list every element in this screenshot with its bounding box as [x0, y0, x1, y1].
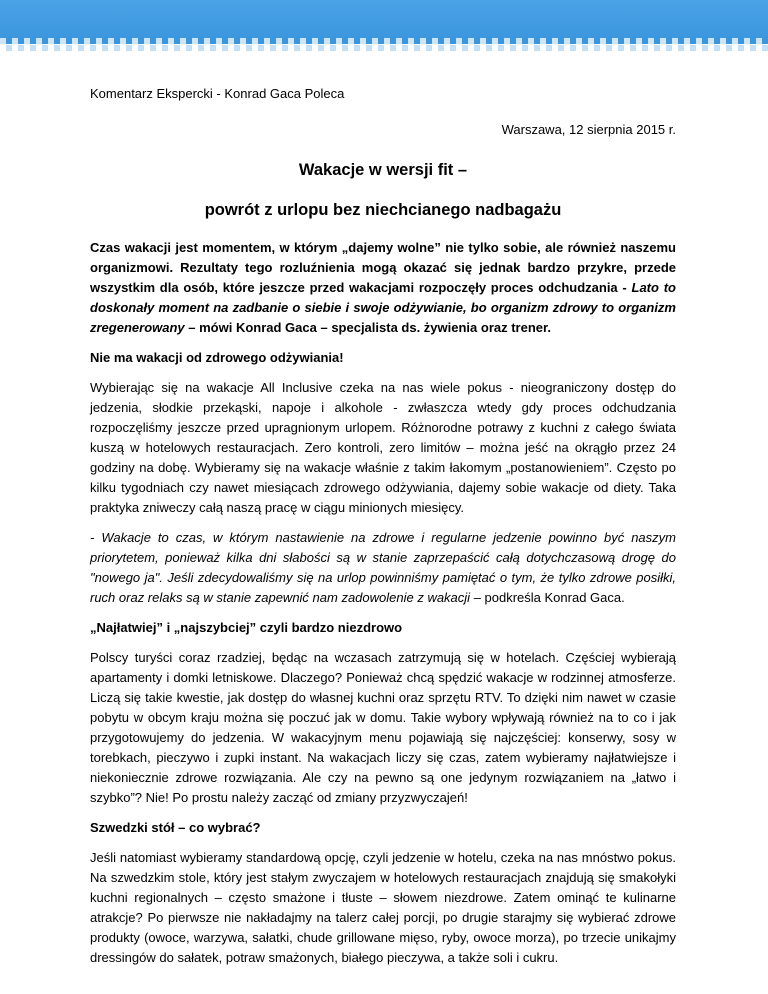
section-2-paragraph: Polscy turyści coraz rzadziej, będąc na wczasach zatrzymują się w hotelach. Częściej wybierają apartamenty i domki letniskowe. Dlaczego? Ponieważ chcą spędzić wakacje w rodzinnej atmosferze. Liczą się takie kwestie, jak dostęp do własnej kuchni oraz sprzętu RTV. To dzięki nim nawet w czasie pobytu w obcym kraju można się poczuć jak w domu. Takie wybory wpływają również na to co i jak przygotowujemy do jedzenia. W wakacyjnym menu pojawiają się najczęściej: konserwy, sosy w torebkach, pieczywo i zupki instant. Na wakacjach liczy się czas, zatem wybieramy najłatwiejsze i niekoniecznie zdrowe rozwiązania. Ale czy na pewno są one jedynym rozwiązaniem na „łatwo i szybko”? Nie! Po prostu należy zacząć od zmiany przyzwyczajeń! — [90, 650, 676, 805]
section-heading-1: Nie ma wakacji od zdrowego odżywiania! — [90, 350, 344, 365]
section-heading-3: Szwedzki stół – co wybrać? — [90, 820, 261, 835]
quote-text: - Wakacje to czas, w którym nastawienie na zdrowe i regularne jedzenie powinno być naszym priorytetem, ponieważ kilka dni słabości są w stanie zaprzepaścić całą dotychczasową drogę do "nowego ja". Jeśli zdecydowaliśmy się na urlop powinniśmy pamiętać o tym, że tylko zdrowe posiłki, ruch oraz relaks są w stanie zapewnić nam zadowolenie z wakacji — [90, 530, 676, 605]
document-body — [90, 84, 676, 968]
lead-text: Czas wakacji jest momentem, w którym „dajemy wolne” nie tylko sobie, ale również naszemu organizmowi. Rezultaty tego rozluźnienia mogą okazać się jednak bardzo przykre, przede wszystkim dla osób, które jeszcze przed wakacjami rozpoczęły proces odchudzania - — [90, 240, 676, 295]
quote-attribution: – podkreśla Konrad Gaca. — [470, 590, 625, 605]
section-1-paragraph: Wybierając się na wakacje All Inclusive czeka na nas wiele pokus - nieograniczony dostęp do jedzenia, słodkie przekąski, napoje i alkohole - zwłaszcza wtedy gdy proces odchudzania rozpoczęliśmy jeszcze przed upragnionym urlopem. Różnorodne potrawy z kuchni z całego świata kuszą w hotelowych restauracjach. Zero kontroli, zero limitów – można jeść na okrągło przez 24 godziny na dobę. Wybieramy się na wakacje właśnie z takim łakomym „postanowieniem”. Często po kilku tygodniach czy nawet miesiącach zdrowego odżywiania, dajemy sobie wakacje od diety. Taka praktyka zniweczy całą naszą pracę w ciągu minionych miesięcy. — [90, 380, 676, 515]
banner-pattern-lower — [0, 45, 768, 51]
title-line-1: Wakacje w wersji fit – — [298, 161, 468, 179]
section-3-paragraph: Jeśli natomiast wybieramy standardową opcję, czyli jedzenie w hotelu, czeka na nas mnóstwo pokus. Na szwedzkim stole, który jest stałym zwyczajem w hotelowych restauracjach znajdują się smakołyki kuchni regionalnych – często smażone i tłuste – słowem niezdrowe. Zatem ominąć te kulinarne atrakcje? Po pierwsze nie nakładajmy na talerz całej porcji, po drugie starajmy się wybierać zdrowe produkty (owoce, warzywa, sałatki, chude grillowane mięso, ryby, owoce morza), po trzecie unikajmy dressingów do sałatek, potraw smażonych, białego pieczywa, a także soli i cukru. — [90, 850, 676, 965]
lead-paragraph — [90, 238, 676, 338]
lead-attribution: – mówi Konrad Gaca – specjalista ds. żywienia oraz trener. — [184, 320, 551, 335]
section-heading-2: „Najłatwiej” i „najszybciej” czyli bardzo niezdrowo — [90, 620, 403, 635]
lead-quote: Lato to doskonały moment na zadbanie o siebie i swoje odżywianie, bo organizm zdrowy to organizm zregenerowany — [90, 280, 676, 335]
section-1-quote — [90, 528, 676, 608]
title-line-2: powrót z urlopu bez niechcianego nadbagażu — [204, 201, 562, 219]
banner-pattern — [0, 38, 768, 45]
document-label: Komentarz Ekspercki - Konrad Gaca Poleca — [90, 86, 345, 101]
document-date: Warszawa, 12 sierpnia 2015 r. — [501, 122, 676, 137]
